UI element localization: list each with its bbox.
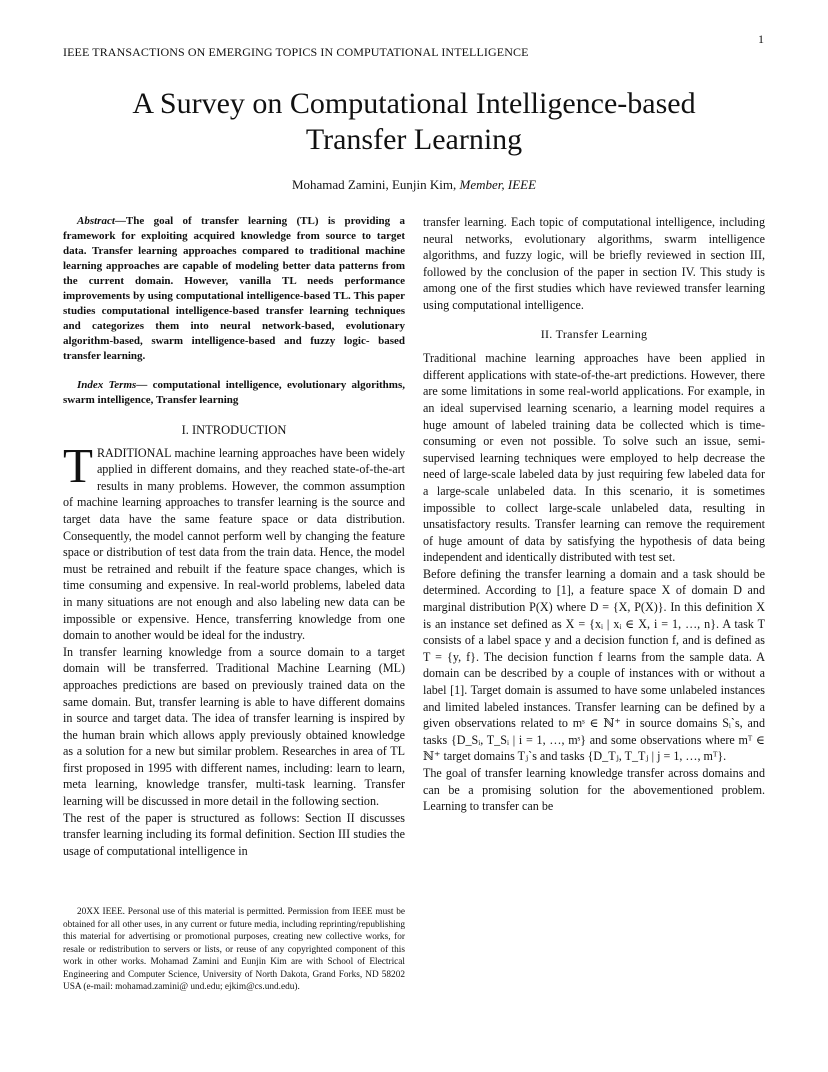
- intro-paragraph-2: In transfer learning knowledge from a source domain to a target domain will be transferred. Traditional Machine Learning (ML) approaches predictions are based on previously trained data on the same domain. But, transfer learning is able to have different domains in source and target data. The idea of transfer learning is inspired by the human brain which allows apply previously obtained knowledge as a solution for a new but similar problem. Researches in area of TL first proposed in 1995 with different names, including: learn to learn, meta learning, knowledge transfer, multi-task learning. Transfer learning will be discussed in more detail in the following section.: [63, 644, 405, 809]
- index-terms-lead: Index Terms: [77, 379, 137, 391]
- title-line-2: Transfer Learning: [305, 123, 523, 156]
- dropcap: T: [63, 437, 93, 493]
- section2-paragraph-3: The goal of transfer learning knowledge transfer across domains and can be a promising solution for the abovementioned problem. Learning to transfer can be: [423, 766, 765, 814]
- left-column: [63, 214, 405, 859]
- intro-paragraph-3: The rest of the paper is structured as follows: Section II discusses transfer learning including its formal definition. Section III studies the usage of computational intelligence in: [63, 810, 405, 858]
- page-number: 1: [758, 32, 764, 46]
- index-terms-text: — computational intelligence, evolutionary algorithms, swarm intelligence, Transfer learning: [63, 379, 405, 406]
- intro-paragraph-1: [63, 437, 405, 644]
- author-names: Mohamad Zamini, Eunjin Kim,: [291, 177, 460, 192]
- intro-p1-text: RADITIONAL machine learning approaches have been widely applied in different domains, and they reached state-of-the-art results in many problems. However, the common assumption of machine learning approaches to transfer learning is the source and target data have the same feature space or data distribution. Consequently, the model cannot perform well by changing the feature space or distribution of test data from the train data. Hence, the model must be retrained and rebuilt if the feature space changes, which is time consuming and expensive. In real-world problems, labeled data in many situations are not enough and also labeling new data can be impossible or expensive. Hence, transferring knowledge from one domain to another would be ideal for the industry.: [63, 445, 405, 643]
- section-heading-transfer-learning: II. Transfer Learning: [540, 326, 648, 341]
- right-column: [423, 214, 765, 815]
- author-line: [63, 177, 765, 193]
- abstract-text: —The goal of transfer learning (TL) is providing a framework for exploiting acquired knowledge from source to target data. Transfer learning approaches compared to traditional machine learning approaches are capable of modeling better data patterns from the current domain. However, vanilla TL needs performance improvements by using computational intelligence-based TL. This paper studies computational intelligence-based transfer learning techniques and categorizes them into neural network-based, evolutionary algorithm-based, swarm intelligence-based and fuzzy logic- based transfer learning.: [63, 215, 405, 362]
- abstract: [63, 214, 405, 364]
- author-role: Member, IEEE: [459, 177, 537, 192]
- title-line-1: A Survey on Computational Intelligence-based: [132, 87, 696, 120]
- index-terms: [63, 378, 405, 408]
- paper-title: [63, 86, 765, 158]
- journal-header: IEEE TRANSACTIONS ON EMERGING TOPICS IN COMPUTATIONAL INTELLIGENCE: [63, 45, 529, 59]
- section2-paragraph-2: Before defining the transfer learning a domain and a task should be determined. According to [1], a feature space X of domain D and marginal distribution P(X) where D = {X, P(X)}. In this definition X is an instance set defined as X = {xᵢ | xᵢ ∈ X, i = 1, …, n}. A task T consists of a label space y and a decision function f, and is defined as T = {y, f}. The decision function f learns from the sample data. A domain can be described by a couple of instances with or without a label [1]. Target domain is assumed to have some unlabeled instances and limited labeled instances. Transfer learning can be defined by a given observations related to mˢ ∈ ℕ⁺ in source domains Sᵢ`s, and tasks {D_Sᵢ, T_Sᵢ | i = 1, …, mˢ} and some observations where mᵀ ∈ ℕ⁺ target domains Tⱼ`s and tasks {D_Tⱼ, T_Tⱼ | j = 1, …, mᵀ}.: [423, 566, 765, 764]
- abstract-lead: Abstract: [77, 215, 115, 227]
- footnote: 20XX IEEE. Personal use of this material is permitted. Permission from IEEE must be obtained for all other uses, in any current or future media, including reprinting/republishing this material for advertising or promotional purposes, creating new collective works, for resale or redistribution to servers or lists, or reuse of any copyrighted component of this work in other works. Mohamad Zamini and Eunjin Kim are with School of Electrical Engineering and Computer Science, University of North Dakota, Grand Forks, ND 58202 USA (e-mail: mohamad.zamini@ und.edu; ejkim@cs.und.edu).: [63, 907, 405, 992]
- section-heading-introduction: I. INTRODUCTION: [181, 423, 287, 437]
- intro-paragraph-3-continued: transfer learning. Each topic of computational intelligence, including neural networks, evolutionary algorithms, swarm intelligence algorithms, and fuzzy logic, will be briefly reviewed in section III, followed by the conclusion of the paper in section IV. This study is among one of the first studies which have reviewed transfer learning using computational intelligence.: [423, 215, 765, 312]
- section2-paragraph-1: Traditional machine learning approaches have been applied in different applications with state-of-the-art predictions. However, there are some limitations in some real-world applications. For example, in an ideal supervised learning scenario, a learning model requires a huge amount of labeled training data be collected which is time-consuming or even not possible. To solve such an issue, semi-supervised learning techniques were employed to help decrease the need of large-scale labeled data by just requiring few labeled data for a large-scale unlabeled data. In this scenario, it is sometimes impossible to collect large-scale unlabeled data, resulting in unsatisfactory results. Transfer learning can remove the requirement of huge amount of data by satisfying the hypothesis of data being independent and identically distributed with test set.: [423, 351, 765, 565]
